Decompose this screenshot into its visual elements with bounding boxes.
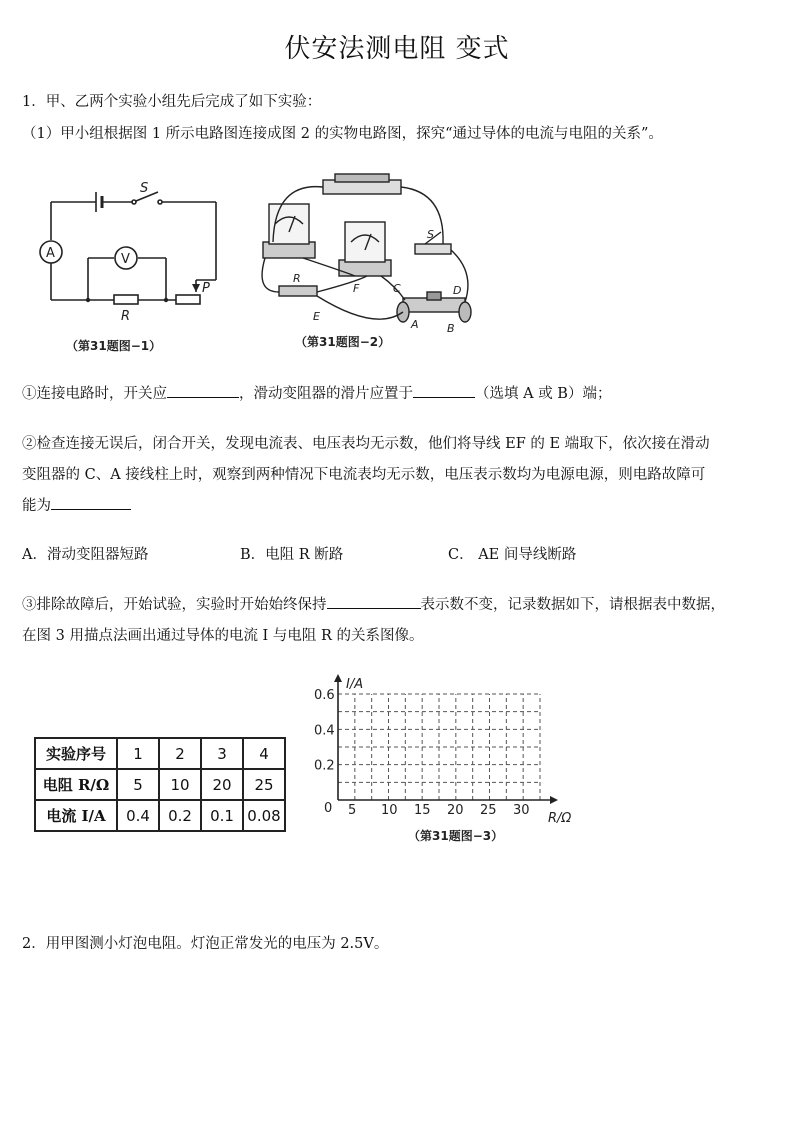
step-1-text-b: ，滑动变阻器的滑片应置于	[239, 386, 413, 402]
table-cell: 1	[117, 738, 159, 769]
fig1-caption: （第31题图−1）	[66, 339, 162, 353]
question-1-stem: 1．甲、乙两个实验小组先后完成了如下实验：	[22, 94, 322, 110]
option-b: B．电阻 R 断路	[240, 547, 344, 563]
x-tick-label: 20	[447, 803, 464, 818]
table-cell: 0.2	[159, 800, 201, 831]
table-row-header: 电流 I/A	[35, 800, 117, 831]
fig1-label-a: A	[46, 246, 55, 261]
x-axis-label: R/Ω	[548, 811, 572, 826]
fig2-caption: （第31题图−2）	[295, 335, 391, 349]
table-cell: 10	[159, 769, 201, 800]
figure-2-physical-circuit	[255, 162, 480, 357]
y-axis-label: I/A	[346, 677, 364, 692]
table-row	[35, 738, 285, 769]
answer-blank-fault[interactable]	[51, 495, 131, 510]
y-axis-arrow	[334, 674, 342, 682]
page-title: 伏安法测电阻 变式	[284, 34, 510, 64]
step-3-text-a: ③排除故障后，开始试验，实验时开始始终保持	[22, 597, 327, 613]
question-1-step-1	[22, 382, 611, 403]
fig1-label-s: S	[140, 181, 149, 196]
y-tick-label: 0.4	[314, 723, 335, 739]
table-row	[35, 769, 285, 800]
x-tick-label: 30	[513, 803, 530, 818]
fig2-label-b: B	[447, 322, 455, 335]
table-cell: 0.4	[117, 800, 159, 831]
step-3-text-b: 表示数不变，记录数据如下，请根据表中数据，	[420, 597, 725, 613]
question-1-step-2-line-2: 变阻器的 C、A 接线柱上时，观察到两种情况下电流表均无示数，电压表示数均为电源电源，则电路故障可	[22, 467, 706, 483]
x-axis-arrow	[550, 796, 558, 804]
fig1-label-v: V	[121, 252, 130, 267]
table-cell: 20	[201, 769, 243, 800]
table-cell: 3	[201, 738, 243, 769]
x-tick-label: 5	[348, 803, 357, 818]
fig2-label-a: A	[411, 318, 419, 331]
table-cell: 5	[117, 769, 159, 800]
fig2-label-f: F	[353, 282, 360, 295]
table-row-header: 电阻 R/Ω	[35, 769, 117, 800]
fig2-label-c: C	[393, 282, 401, 295]
fig1-label-r: R	[121, 309, 131, 324]
table-cell: 0.1	[201, 800, 243, 831]
step-1-text-a: ①连接电路时，开关应	[22, 386, 167, 402]
question-1-step-3-line-1	[22, 593, 725, 614]
x-tick-label: 15	[414, 803, 431, 818]
figure-3-graph[interactable]	[300, 668, 590, 848]
table-row	[35, 800, 285, 831]
fig2-label-r: R	[293, 272, 301, 285]
fig2-label-s: S	[427, 228, 434, 241]
table-cell: 25	[243, 769, 285, 800]
question-2-stem: 2．用甲图测小灯泡电阻。灯泡正常发光的电压为 2.5V。	[22, 936, 389, 952]
question-1-step-2-line-3	[22, 494, 131, 515]
answer-blank-switch[interactable]	[167, 383, 239, 398]
question-1-part-1: （1）甲小组根据图 1 所示电路图连接成图 2 的实物电路图，探究“通过导体的电流与电阻的关系”。	[22, 126, 663, 142]
fig3-caption: （第31题图−3）	[408, 829, 504, 843]
y-tick-label: 0.6	[314, 688, 335, 703]
x-tick-label: 10	[381, 803, 398, 818]
step-1-text-c: （选填 A 或 B）端；	[475, 386, 612, 402]
y-tick-label: 0.2	[314, 758, 335, 774]
fig1-label-p: P	[202, 281, 210, 296]
table-cell: 4	[243, 738, 285, 769]
fig2-label-e: E	[313, 310, 320, 323]
origin-label: 0	[324, 801, 333, 816]
answer-blank-constant-meter[interactable]	[327, 594, 421, 609]
answer-blank-slider-end[interactable]	[413, 383, 475, 398]
question-1-step-3-line-2: 在图 3 用描点法画出通过导体的电流 I 与电阻 R 的关系图像。	[22, 628, 424, 644]
x-tick-label: 25	[480, 803, 497, 818]
option-a: A．滑动变阻器短路	[22, 547, 149, 563]
step-2-text: 能为	[22, 498, 51, 514]
data-table	[34, 737, 286, 832]
figure-1-circuit-diagram	[36, 180, 246, 360]
table-row-header: 实验序号	[35, 738, 117, 769]
fig2-label-d: D	[453, 284, 462, 297]
option-c: C． AE 间导线断路	[448, 547, 577, 563]
question-1-step-2-line-1: ②检查连接无误后，闭合开关，发现电流表、电压表均无示数，他们将导线 EF 的 E 端取下，依次接在滑动	[22, 436, 710, 452]
table-cell: 0.08	[243, 800, 285, 831]
table-cell: 2	[159, 738, 201, 769]
